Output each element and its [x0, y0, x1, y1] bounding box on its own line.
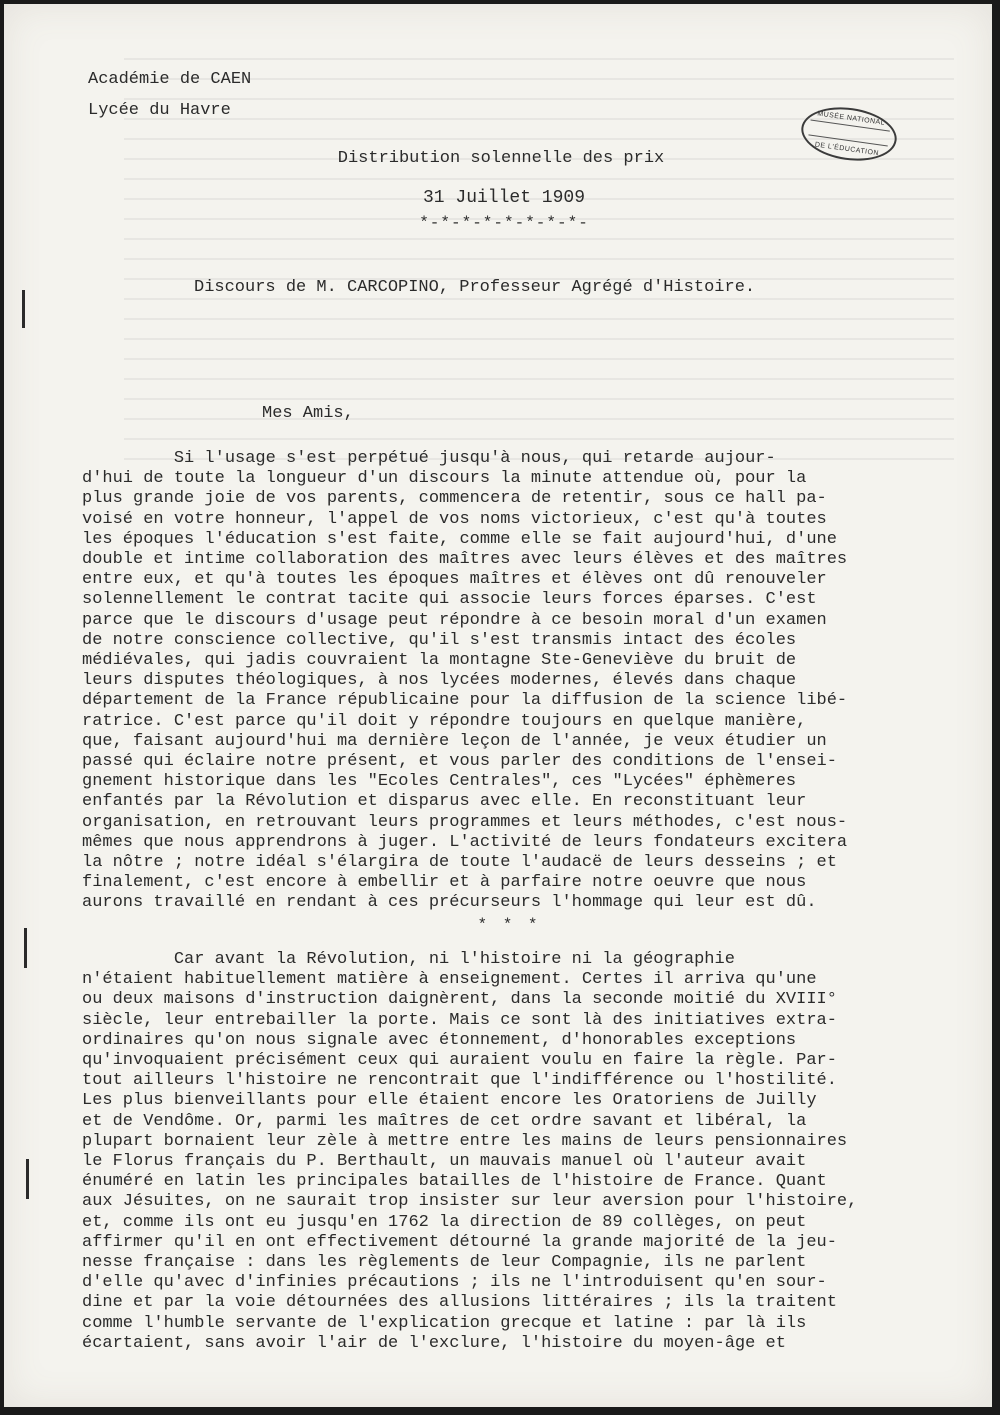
text-line: département de la France républicaine pour la diffusion de la science libé- [82, 691, 848, 711]
section-separator: * * * [477, 916, 541, 934]
text-line: parce que le discours d'usage peut répondre à ce besoin moral d'un examen [82, 610, 827, 630]
text-line: de notre conscience collective, qu'il s'est transmis intact des écoles [82, 630, 797, 650]
document-page [4, 4, 992, 1407]
text-line: comme l'humble servante de l'explication grecque et latine : par là ils [82, 1313, 807, 1333]
text-line: gnement historique dans les "Ecoles Centrales", ces "Lycées" éphèmeres [82, 772, 797, 792]
letterhead [88, 64, 251, 126]
margin-mark [24, 928, 27, 968]
paragraph-1 [82, 449, 972, 914]
text-line: mêmes que nous apprendrons à juger. L'activité de leurs fondateurs excitera [82, 832, 848, 852]
text-line: d'elle qu'avec d'infinies précautions ; ils ne l'introduisent qu'en sour- [82, 1273, 827, 1293]
text-line: énuméré en latin les principales batailles de l'histoire de France. Quant [82, 1172, 827, 1192]
text-line: entre eux, et qu'à toutes les époques maîtres et élèves ont dû renouveler [82, 570, 827, 590]
text-line: organisation, en retrouvant leurs programmes et leurs méthodes, c'est nous- [82, 812, 848, 832]
text-line: nesse française : dans les règlements de leur Compagnie, ils ne parlent [82, 1253, 807, 1273]
text-line: ratrice. C'est parce qu'il doit y répondre toujours en quelque manière, [82, 711, 807, 731]
text-line: le Florus français du P. Berthault, un mauvais manuel où l'auteur avait [82, 1152, 807, 1172]
text-line: enfantés par la Révolution et disparus avec elle. En reconstituant leur [82, 792, 807, 812]
text-line: Car avant la Révolution, ni l'histoire ni la géographie [82, 950, 735, 969]
text-line: n'étaient habituellement matière à enseignement. Certes il arriva qu'une [82, 970, 817, 990]
text-line: dine et par la voie détournées des allusions littéraires ; ils la traitent [82, 1293, 837, 1313]
text-line: aurons travaillé en rendant à ces précurseurs l'hommage qui leur est dû. [82, 893, 817, 913]
academy-line: Académie de CAEN [88, 70, 252, 89]
text-line: finalement, c'est encore à embellir et à parfaire notre oeuvre que nous [82, 873, 807, 893]
text-line: solennellement le contrat tacite qui associe leurs forces éparses. C'est [82, 590, 817, 610]
text-line: ordinaires qu'on nous signale avec étonnement, d'honorables exceptions [82, 1030, 797, 1050]
text-line: leurs disputes théologiques, à nos lycées modernes, élevés dans chaque [82, 671, 797, 691]
salutation: Mes Amis, [262, 404, 354, 423]
text-line: passé qui éclaire notre présent, et vous parler des conditions de l'ensei- [82, 752, 837, 772]
text-line: ou deux maisons d'instruction daignèrent, dans la seconde moitié du XVIII° [82, 990, 837, 1010]
text-line: qu'invoquaient précisément ceux qui auraient voulu en faire la règle. Par- [82, 1051, 837, 1071]
text-line: médiévales, qui jadis couvraient la montagne Ste-Geneviève du bruit de [82, 651, 797, 671]
text-line: la nôtre ; notre idéal s'élargira de toute l'audacë de leurs desseins ; et [82, 853, 837, 873]
text-line: voisé en votre honneur, l'appel de vos noms victorieux, c'est qu'à toutes [82, 509, 827, 529]
text-line: écartaient, sans avoir l'air de l'exclure, l'histoire du moyen-âge et [82, 1333, 786, 1353]
text-line: aux Jésuites, on ne saurait trop insister sur leur aversion pour l'histoire, [82, 1192, 858, 1212]
text-line: double et intime collaboration des maîtres avec leurs élèves et des maîtres [82, 550, 848, 570]
text-line: Si l'usage s'est perpétué jusqu'à nous, qui retarde aujour- [82, 449, 776, 468]
margin-mark [26, 1159, 29, 1199]
text-line: Les plus bienveillants pour elle étaient encore les Oratoriens de Juilly [82, 1091, 817, 1111]
text-line: et, comme ils ont eu jusqu'en 1762 la direction de 89 collèges, on peut [82, 1212, 807, 1232]
text-line: plupart bornaient leur zèle à mettre entre les mains de leurs pensionnaires [82, 1131, 848, 1151]
text-line: d'hui de toute la longueur d'un discours la minute attendue où, pour la [82, 469, 807, 489]
lycee-line: Lycée du Havre [88, 101, 231, 120]
title-ornament: *-*-*-*-*-*-*-*- [419, 214, 589, 232]
margin-mark [22, 290, 25, 328]
text-line: siècle, leur entrebailler la porte. Mais ce sont là des initiatives extra- [82, 1010, 837, 1030]
text-line: affirmer qu'il en ont effectivement détourné la grande majorité de la jeu- [82, 1232, 837, 1252]
text-line: tout ailleurs l'histoire ne rencontrait que l'indifférence ou l'hostilité. [82, 1071, 837, 1091]
text-line: les époques l'éducation s'est faite, comme elle se fait aujourd'hui, d'une [82, 529, 837, 549]
stamp-bottom-text: DE L'ÉDUCATION [814, 141, 880, 158]
text-line: et de Vendôme. Or, parmi les maîtres de cet ordre savant et libéral, la [82, 1111, 807, 1131]
paragraph-2 [82, 950, 972, 1354]
text-line: que, faisant aujourd'hui ma dernière leçon de l'année, je veux étudier un [82, 731, 827, 751]
stamp-top-text: MUSÉE NATIONAL [816, 110, 886, 127]
speech-title: Discours de M. CARCOPINO, Professeur Agrégé d'Histoire. [194, 278, 756, 297]
text-line: plus grande joie de vos parents, commencera de retentir, sous ce hall pa- [82, 489, 827, 509]
event-title: Distribution solennelle des prix [337, 149, 665, 168]
event-date: 31 Juillet 1909 [422, 188, 586, 208]
